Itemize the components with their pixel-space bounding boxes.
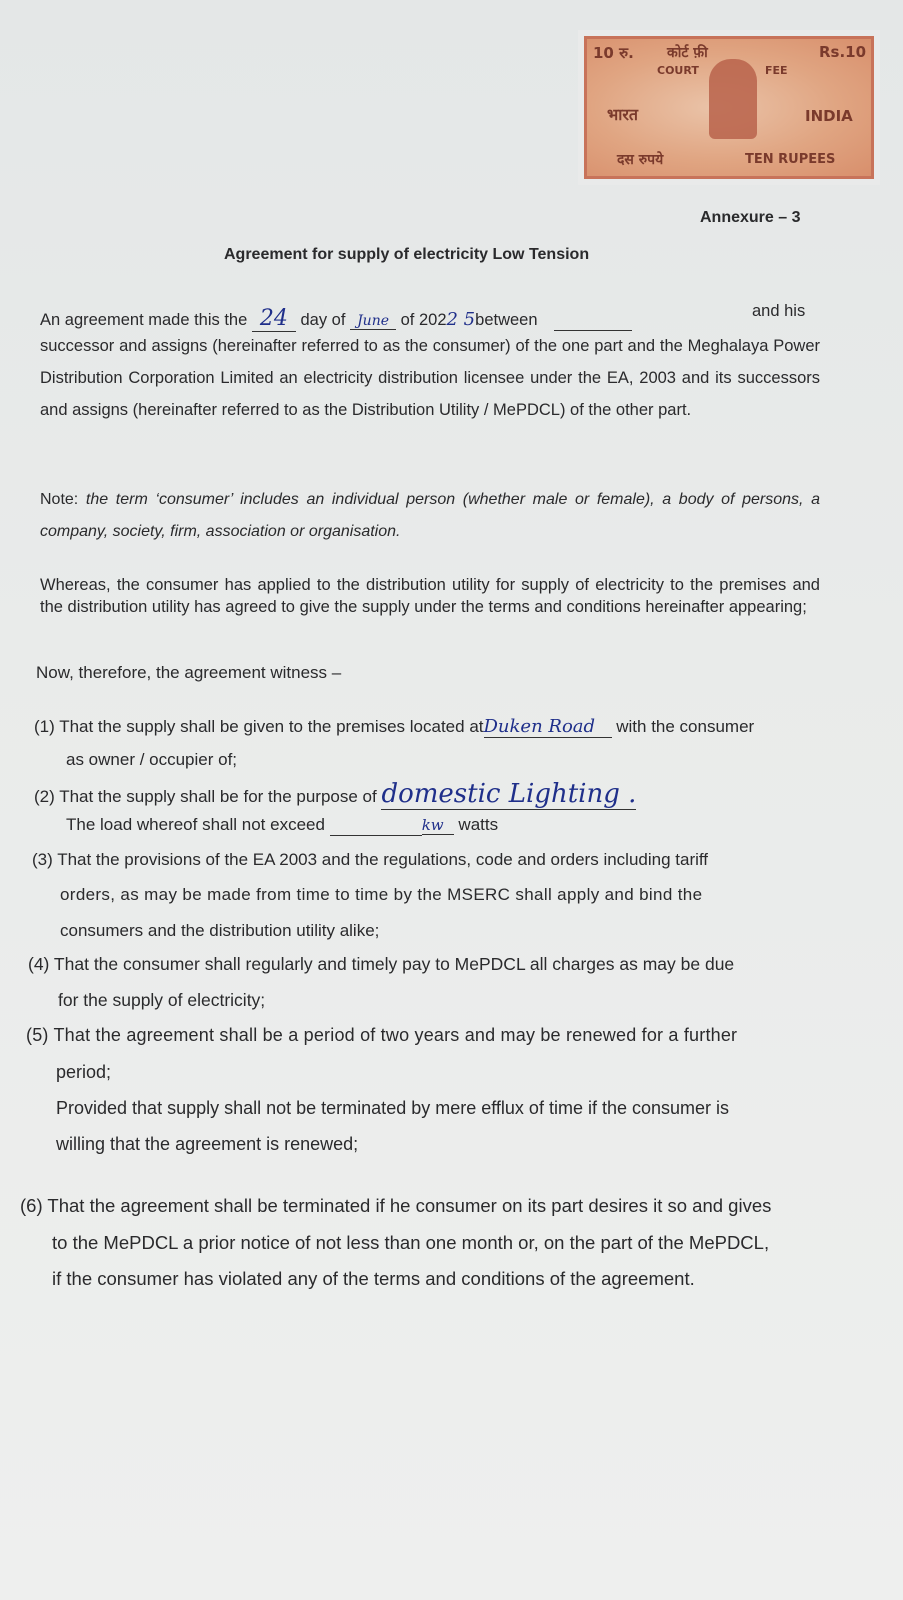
note-text: the term ‘consumer’ includes an individual person (whether male or female), a body of persons, a company, society, firm, association or organisation. xyxy=(40,491,820,540)
handwritten-premises-location: Duken Road xyxy=(484,716,612,738)
clause-5-line-2: period; xyxy=(56,1062,112,1082)
stamp-court-fee-hindi: कोर्ट फ़ी xyxy=(667,45,708,61)
clause-4-line-1: (4) That the consumer shall regularly and timely pay to MePDCL all charges as may be due xyxy=(28,954,735,974)
stamp-india-label: INDIA xyxy=(805,107,853,125)
clause-5-proviso-1: Provided that supply shall not be terminated by mere efflux of time if the consumer is xyxy=(56,1098,730,1118)
handwritten-month: June xyxy=(350,313,396,330)
handwritten-purpose: domestic Lighting . xyxy=(381,779,637,809)
witness-line: Now, therefore, the agreement witness – xyxy=(36,663,342,682)
clause-2-text: The load whereof shall not exceed xyxy=(66,815,325,834)
clause-6-line-2: to the MePDCL a prior notice of not less than one month or, on the part of the MePDCL, xyxy=(52,1232,770,1253)
clause-5-line-1: (5) That the agreement shall be a period of two years and may be renewed for a further xyxy=(26,1025,738,1045)
ashoka-emblem-icon xyxy=(709,59,757,139)
handwritten-day: 24 xyxy=(252,306,296,332)
clause-1-text: (1) That the supply shall be given to the premises located at xyxy=(34,717,484,736)
clause-1-continued: as owner / occupier of; xyxy=(66,750,238,769)
clause-4-line-2: for the supply of electricity; xyxy=(58,990,266,1010)
consumer-name-blank xyxy=(554,311,632,331)
stamp-ten-rupees-hindi: दस रुपये xyxy=(617,152,664,168)
note-paragraph xyxy=(40,484,820,548)
intro-first-line xyxy=(40,306,632,332)
clause-2-text: (2) That the supply shall be for the purpose of xyxy=(34,787,377,806)
note-label: Note: xyxy=(40,491,79,508)
stamp-value-english: Rs.10 xyxy=(819,43,867,61)
stamp-court-label: COURT xyxy=(657,64,699,77)
clause-3-line-1: (3) That the provisions of the EA 2003 and the regulations, code and orders including tariff xyxy=(32,850,709,869)
clause-1-text: with the consumer xyxy=(616,717,755,736)
clause-6-line-3: if the consumer has violated any of the terms and conditions of the agreement. xyxy=(52,1268,695,1289)
intro-text: of 202 xyxy=(400,311,447,329)
stamp-fee-label: FEE xyxy=(765,64,788,77)
clause-2-text: watts xyxy=(458,815,499,834)
load-value-blank xyxy=(330,815,422,836)
clause-5-proviso-2: willing that the agreement is renewed; xyxy=(56,1134,359,1154)
whereas-paragraph: Whereas, the consumer has applied to the distribution utility for supply of electricity to the premises and the distribution utility has agreed to give the supply under the terms and conditions hereinafter appearing; xyxy=(40,576,820,616)
clause-2-load-line xyxy=(66,815,498,836)
intro-text: between xyxy=(475,311,538,329)
page-title: Agreement for supply of electricity Low Tension xyxy=(224,246,590,263)
annexure-label: Annexure – 3 xyxy=(700,209,801,226)
intro-text: day of xyxy=(300,311,346,329)
clause-2-line xyxy=(34,779,636,810)
stamp-face xyxy=(584,36,874,179)
stamp-bharat-label: भारत xyxy=(607,105,639,124)
clause-6-line-1: (6) That the agreement shall be terminated if he consumer on its part desires it so and gives xyxy=(20,1195,772,1216)
intro-text: An agreement made this the xyxy=(40,311,248,329)
stamp-ten-rupees-english: TEN RUPEES xyxy=(745,152,836,167)
handwritten-year-digits: 2 5 xyxy=(446,309,476,330)
handwritten-load-unit: kw xyxy=(422,816,454,835)
clause-3-line-3: consumers and the distribution utility alike; xyxy=(60,921,380,940)
stamp-value-hindi: 10 रु. xyxy=(593,44,634,62)
court-fee-stamp xyxy=(578,30,880,185)
intro-paragraph: successor and assigns (hereinafter referred to as the consumer) of the one part and the Meghalaya Power Distribution Corporation Limited an electricity distribution licensee under the EA, 2003 and its successors and assigns (hereinafter referred to as the Distribution Utility / MePDCL) of the other part. xyxy=(40,337,820,419)
clause-1-line xyxy=(34,716,754,738)
intro-and-his: and his xyxy=(752,302,806,320)
clause-3-line-2: orders, as may be made from time to time by the MSERC shall apply and bind the xyxy=(60,885,703,904)
